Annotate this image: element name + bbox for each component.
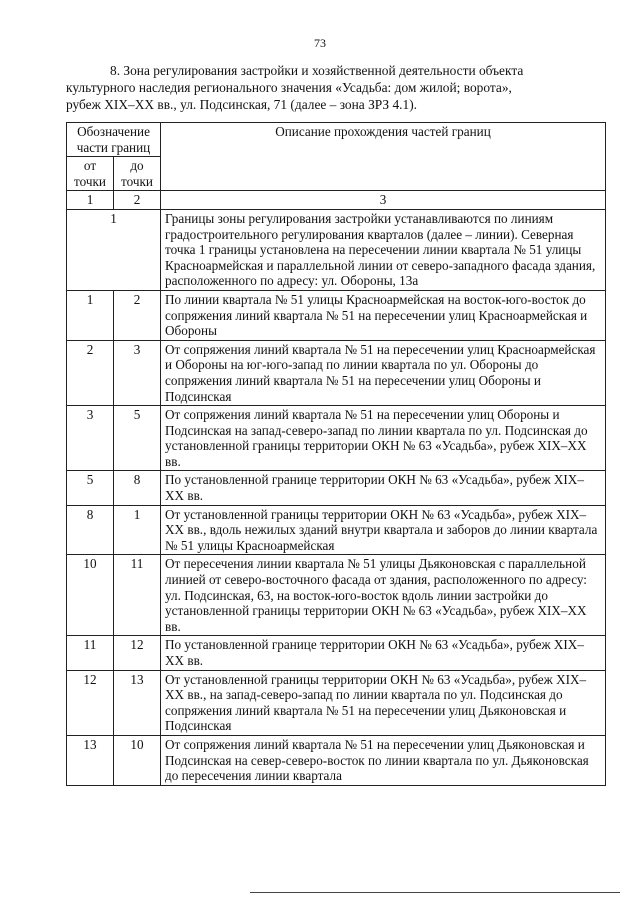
table-row [67,340,606,405]
table-row [67,505,606,555]
header-col-3: 3 [161,191,606,210]
table-row [67,670,606,735]
header-col-1: 1 [67,191,114,210]
row-description: От сопряжения линий квартала № 51 на пересечении улиц Красноармейская и Обороны на юг-юго-запад по линии квартала по ул. Обороны до сопряжения линий квартала № 51 на пересечении улиц Обороны и Подсинская [161,340,606,405]
row-to: 3 [114,340,161,405]
table-row [67,636,606,670]
intro-line-1: 8. Зона регулирования застройки и хозяйственной деятельности объекта [110,63,524,78]
page-number: 73 [314,36,326,50]
table-row [67,209,606,290]
row-to: 11 [114,555,161,636]
row-from: 8 [67,505,114,555]
intro-line-3: рубеж XIX–XX вв., ул. Подсинская, 71 (далее – зона ЗРЗ 4.1). [66,97,417,112]
row-description: От установленной границы территории ОКН № 63 «Усадьба», рубеж XIX–XX вв., на запад-северо-запад по линии квартала по ул. Подсинская до сопряжения линий квартала № 51 на пересечении улиц Дьяконовская и Подсинская [161,670,606,735]
row-from: 1 [67,290,114,340]
row-point: 1 [67,209,161,290]
intro-line-2: культурного наследия регионального значения «Усадьба: дом жилой; ворота», [66,80,512,95]
header-to: до точки [114,157,161,191]
row-description: По линии квартала № 51 улицы Красноармейская на восток-юго-восток до сопряжения линий квартала № 51 на пересечении улиц Красноармейская и Обороны [161,290,606,340]
row-from: 12 [67,670,114,735]
row-from: 10 [67,555,114,636]
header-col-2: 2 [114,191,161,210]
table-row [67,735,606,785]
row-to: 2 [114,290,161,340]
section-intro [66,62,606,113]
boundary-table [66,122,606,786]
header-description: Описание прохождения частей границ [161,123,606,191]
row-to: 1 [114,505,161,555]
table-row [67,406,606,471]
row-to: 10 [114,735,161,785]
table-row [67,471,606,505]
row-description: От пересечения линии квартала № 51 улицы Дьяконовская с параллельной линией от северо-восточного фасада от здания, расположенного по адресу: ул. Подсинская, 63, на восток-юго-восток вдоль линии застройки до установленной границы территории ОКН № 63 «Усадьба», рубеж XIX–XX вв. [161,555,606,636]
row-to: 13 [114,670,161,735]
header-designation: Обозначение части границ [67,123,161,157]
table-row [67,290,606,340]
row-description: От установленной границы территории ОКН № 63 «Усадьба», рубеж XIX–XX вв., вдоль нежилых зданий внутри квартала и заборов до линии квартала № 51 улицы Красноармейская [161,505,606,555]
row-description: От сопряжения линий квартала № 51 на пересечении улиц Дьяконовская и Подсинская на север-северо-восток по линии квартала по ул. Дьяконовская до пересечения линии квартала [161,735,606,785]
row-from: 5 [67,471,114,505]
table-row [67,555,606,636]
row-from: 3 [67,406,114,471]
row-to: 5 [114,406,161,471]
row-description: От сопряжения линий квартала № 51 на пересечении улиц Обороны и Подсинская на запад-северо-запад по линии квартала по ул. Подсинская до установленной границы территории ОКН № 63 «Усадьба», рубеж XIX–XX вв. [161,406,606,471]
row-to: 8 [114,471,161,505]
row-from: 2 [67,340,114,405]
row-from: 13 [67,735,114,785]
row-to: 12 [114,636,161,670]
row-description: По установленной границе территории ОКН № 63 «Усадьба», рубеж XIX–XX вв. [161,636,606,670]
row-description: По установленной границе территории ОКН № 63 «Усадьба», рубеж XIX–XX вв. [161,471,606,505]
bottom-rule [250,892,620,893]
row-description: Границы зоны регулирования застройки устанавливаются по линиям градостроительного регулирования кварталов (далее – линии). Северная точка 1 границы установлена на пересечении линии квартала № 51 улицы Красноармейская и параллельной линии от северо-западного фасада здания, расположенного по адресу: ул. Обороны, 13а [161,209,606,290]
row-from: 11 [67,636,114,670]
header-from: от точки [67,157,114,191]
